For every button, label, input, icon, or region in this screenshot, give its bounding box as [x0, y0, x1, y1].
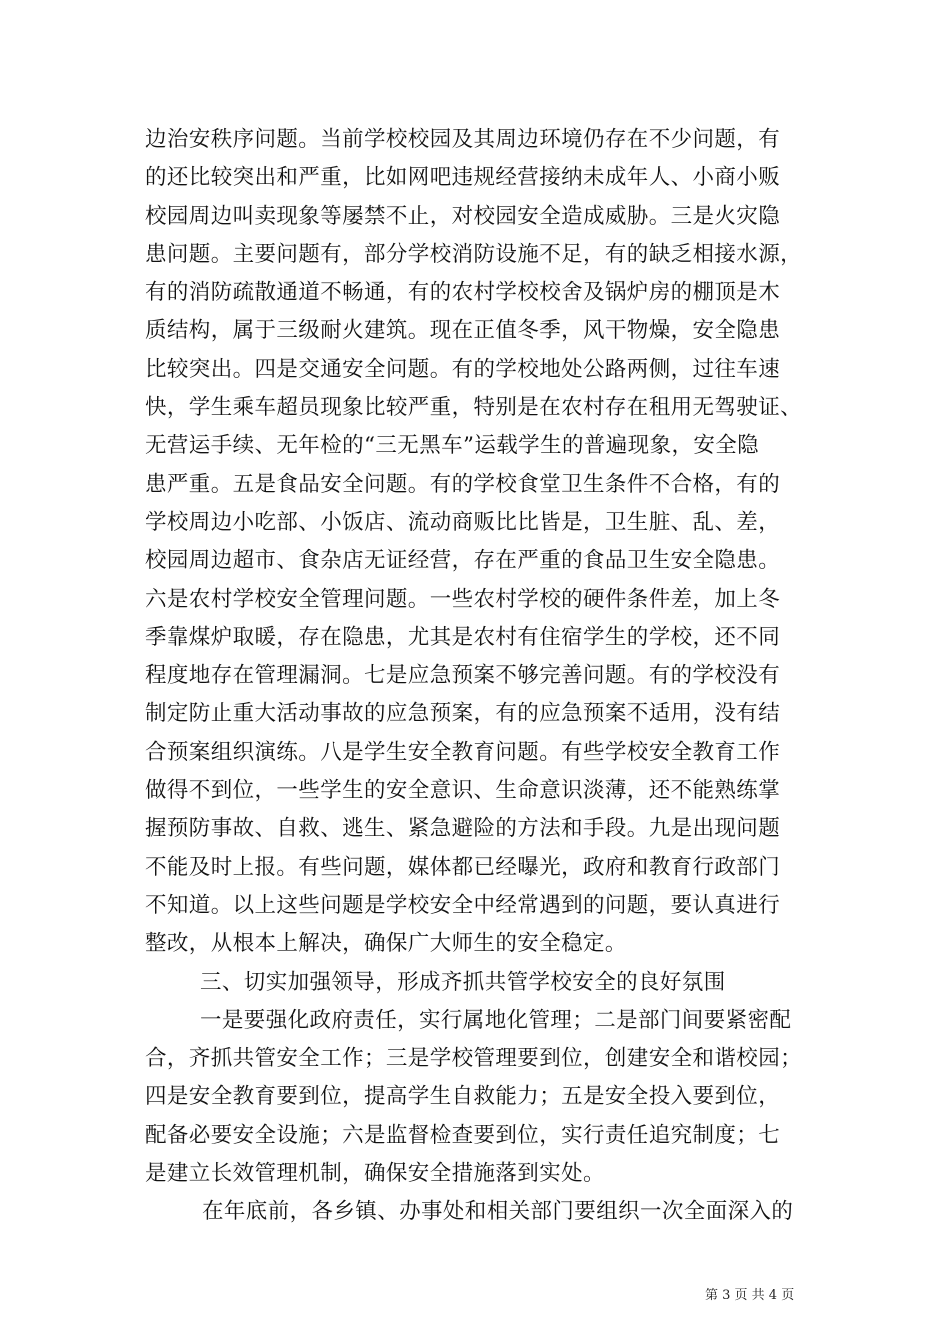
text-line: 六是农村学校安全管理问题。一些农村学校的硬件条件差，加上冬: [145, 586, 781, 612]
text-line: 程度地存在管理漏洞。七是应急预案不够完善问题。有的学校没有: [145, 663, 781, 689]
text-line: 配备必要安全设施；六是监督检查要到位，实行责任追究制度；七: [145, 1122, 781, 1148]
text-line: 一是要强化政府责任，实行属地化管理；二是部门间要紧密配: [200, 1007, 792, 1033]
text-line: 合预案组织演练。八是学生安全教育问题。有些学校安全教育工作: [145, 739, 781, 765]
text-line: 无营运手续、无年检的“三无黑车”运载学生的普遍现象，安全隐: [145, 433, 760, 459]
text-line: 的还比较突出和严重，比如网吧违规经营接纳未成年人、小商小贩: [145, 165, 781, 191]
text-line: 合，齐抓共管安全工作；三是学校管理要到位，创建安全和谐校园；: [145, 1046, 803, 1072]
text-line: 握预防事故、自救、逃生、紧急避险的方法和手段。九是出现问题: [145, 816, 781, 842]
text-line: 四是安全教育要到位，提高学生自救能力；五是安全投入要到位，: [145, 1084, 781, 1110]
text-line: 是建立长效管理机制，确保安全措施落到实处。: [145, 1161, 605, 1187]
section-heading: 三、切实加强领导，形成齐抓共管学校安全的良好氛围: [200, 969, 726, 995]
text-line: 季靠煤炉取暖，存在隐患，尤其是农村有住宿学生的学校，还不同: [145, 624, 781, 650]
text-line: 不知道。以上这些问题是学校安全中经常遇到的问题，要认真进行: [145, 892, 781, 918]
text-line: 做得不到位，一些学生的安全意识、生命意识淡薄，还不能熟练掌: [145, 778, 781, 804]
page-number-footer: 第 3 页 共 4 页: [705, 1288, 795, 1303]
text-line: 边治安秩序问题。当前学校校园及其周边环境仍存在不少问题，有: [145, 127, 781, 152]
text-line: 在年底前，各乡镇、办事处和相关部门要组织一次全面深入的: [202, 1199, 794, 1225]
text-line: 学校周边小吃部、小饭店、流动商贩比比皆是，卫生脏、乱、差，: [145, 509, 781, 535]
text-line: 质结构，属于三级耐火建筑。现在正值冬季，风干物燥，安全隐患: [145, 318, 781, 344]
document-body: [145, 121, 805, 1232]
text-line: 比较突出。四是交通安全问题。有的学校地处公路两侧，过往车速: [145, 356, 781, 382]
text-line: 有的消防疏散通道不畅通，有的农村学校校舍及锅炉房的棚顶是木: [145, 280, 781, 306]
text-line: 患问题。主要问题有，部分学校消防设施不足，有的缺乏相接水源，: [145, 241, 803, 267]
text-line: 整改，从根本上解决，确保广大师生的安全稳定。: [145, 931, 627, 957]
text-line: 快，学生乘车超员现象比较严重，特别是在农村存在租用无驾驶证、: [145, 395, 803, 421]
text-line: 校园周边超市、食杂店无证经营，存在严重的食品卫生安全隐患。: [145, 548, 781, 574]
text-line: 校园周边叫卖现象等屡禁不止，对校园安全造成威胁。三是火灾隐: [145, 203, 781, 229]
text-line: 不能及时上报。有些问题，媒体都已经曝光，政府和教育行政部门: [145, 854, 781, 880]
text-line: 患严重。五是食品安全问题。有的学校食堂卫生条件不合格，有的: [145, 471, 781, 497]
text-line: 制定防止重大活动事故的应急预案，有的应急预案不适用，没有结: [145, 701, 781, 727]
